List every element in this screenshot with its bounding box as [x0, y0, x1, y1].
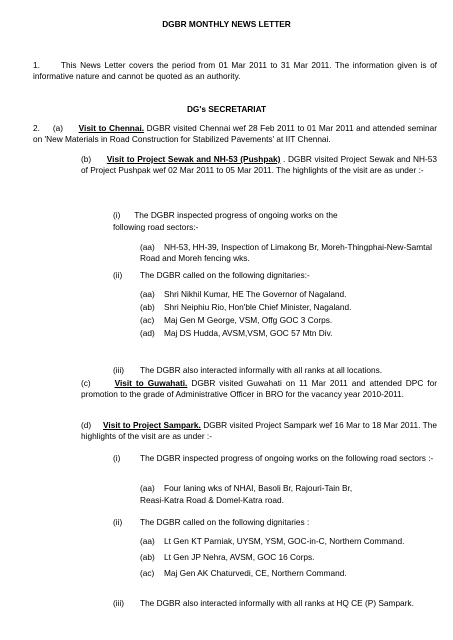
para-2b-i-cont: following road sectors:-: [113, 222, 199, 232]
para-2c-heading: Visit to Guwahati.: [114, 378, 188, 388]
para-2b-dignitary: (ab) Shri Neiphiu Rio, Hon'ble Chief Minister, Nagaland.: [140, 302, 352, 312]
para-2b-heading: Visit to Project Sewak and NH-53 (Pushpak): [106, 154, 281, 164]
para-2b-iii: (iii) The DGBR also interacted informally with all ranks at all locations.: [113, 365, 383, 375]
para-2b-i: (i) The DGBR inspected progress of ongoing works on the: [113, 210, 338, 220]
para-2b-dignitary: (aa) Shri Nikhil Kumar, HE The Governor of Nagaland.: [140, 289, 347, 299]
para-2d-heading: Visit to Project Sampark.: [103, 420, 201, 430]
para-2a: 2. (a) Visit to Chennai. DGBR visited Chennai wef 28 Feb 2011 to 01 Mar 2011 and attended seminar on 'New Materials in Road Construction for Stabilized Pavements' at IIT Chennai.: [33, 123, 437, 144]
section-title: DG's SECRETARIAT: [186, 104, 267, 114]
para-2d: (d) Visit to Project Sampark. DGBR visited Project Sampark wef 16 Mar to 18 Mar 2011. The highlights of the visit are as under :-: [81, 420, 437, 441]
para-2d-iii: (iii) The DGBR also interacted informally with all ranks at HQ CE (P) Sampark.: [113, 598, 414, 608]
para-2d-i-aa: (aa) Four laning wks of NHAI, Basoli Br, Rajouri-Tain Br,: [140, 483, 353, 493]
newsletter-title: DGBR MONTHLY NEWS LETTER: [162, 19, 291, 29]
para-2d-dignitary: (ac) Maj Gen AK Chaturvedi, CE, Northern Command.: [140, 568, 347, 578]
para-2a-heading: Visit to Chennai.: [78, 123, 145, 133]
para-2b-i-aa: (aa) NH-53, HH-39, Inspection of Limakong Br, Moreh-Thingphai-New-Samtal Road and Moreh fencing wks.: [140, 242, 432, 263]
para-2b-dignitary: (ad) Maj DS Hudda, AVSM,VSM, GOC 57 Mtn Div.: [140, 328, 333, 338]
para-2c: (c) Visit to Guwahati. DGBR visited Guwahati on 11 Mar 2011 and attended DPC for promotion to the grade of Administrative Officer in BRO for the vacancy year 2010-2011.: [81, 378, 437, 399]
para-2d-i-aa-cont: Reasi-Katra Road & Domel-Katra road.: [140, 495, 284, 505]
para-2d-ii: (ii) The DGBR called on the following dignitaries :: [113, 517, 310, 527]
para-2d-dignitary: (aa) Lt Gen KT Parniak, UYSM, YSM, GOC-in-C, Northern Command.: [140, 536, 405, 546]
para-2d-i: (i) The DGBR inspected progress of ongoing works on the following road sectors :-: [113, 453, 434, 463]
para-2b-dignitary: (ac) Maj Gen M George, VSM, Offg GOC 3 Corps.: [140, 315, 333, 325]
para-2d-dignitary: (ab) Lt Gen JP Nehra, AVSM, GOC 16 Corps.: [140, 552, 315, 562]
para-2b: (b) Visit to Project Sewak and NH-53 (Pushpak) . DGBR visited Project Sewak and NH-53 of Project Pushpak wef 02 Mar 2011 to 05 Mar 2011. The highlights of the visit are as under :-: [81, 154, 437, 175]
intro-paragraph: 1. This News Letter covers the period from 01 Mar 2011 to 31 Mar 2011. The information given is of informative nature and cannot be quoted as an authority.: [33, 60, 437, 81]
para-2b-ii: (ii) The DGBR called on the following dignitaries:-: [113, 270, 310, 280]
